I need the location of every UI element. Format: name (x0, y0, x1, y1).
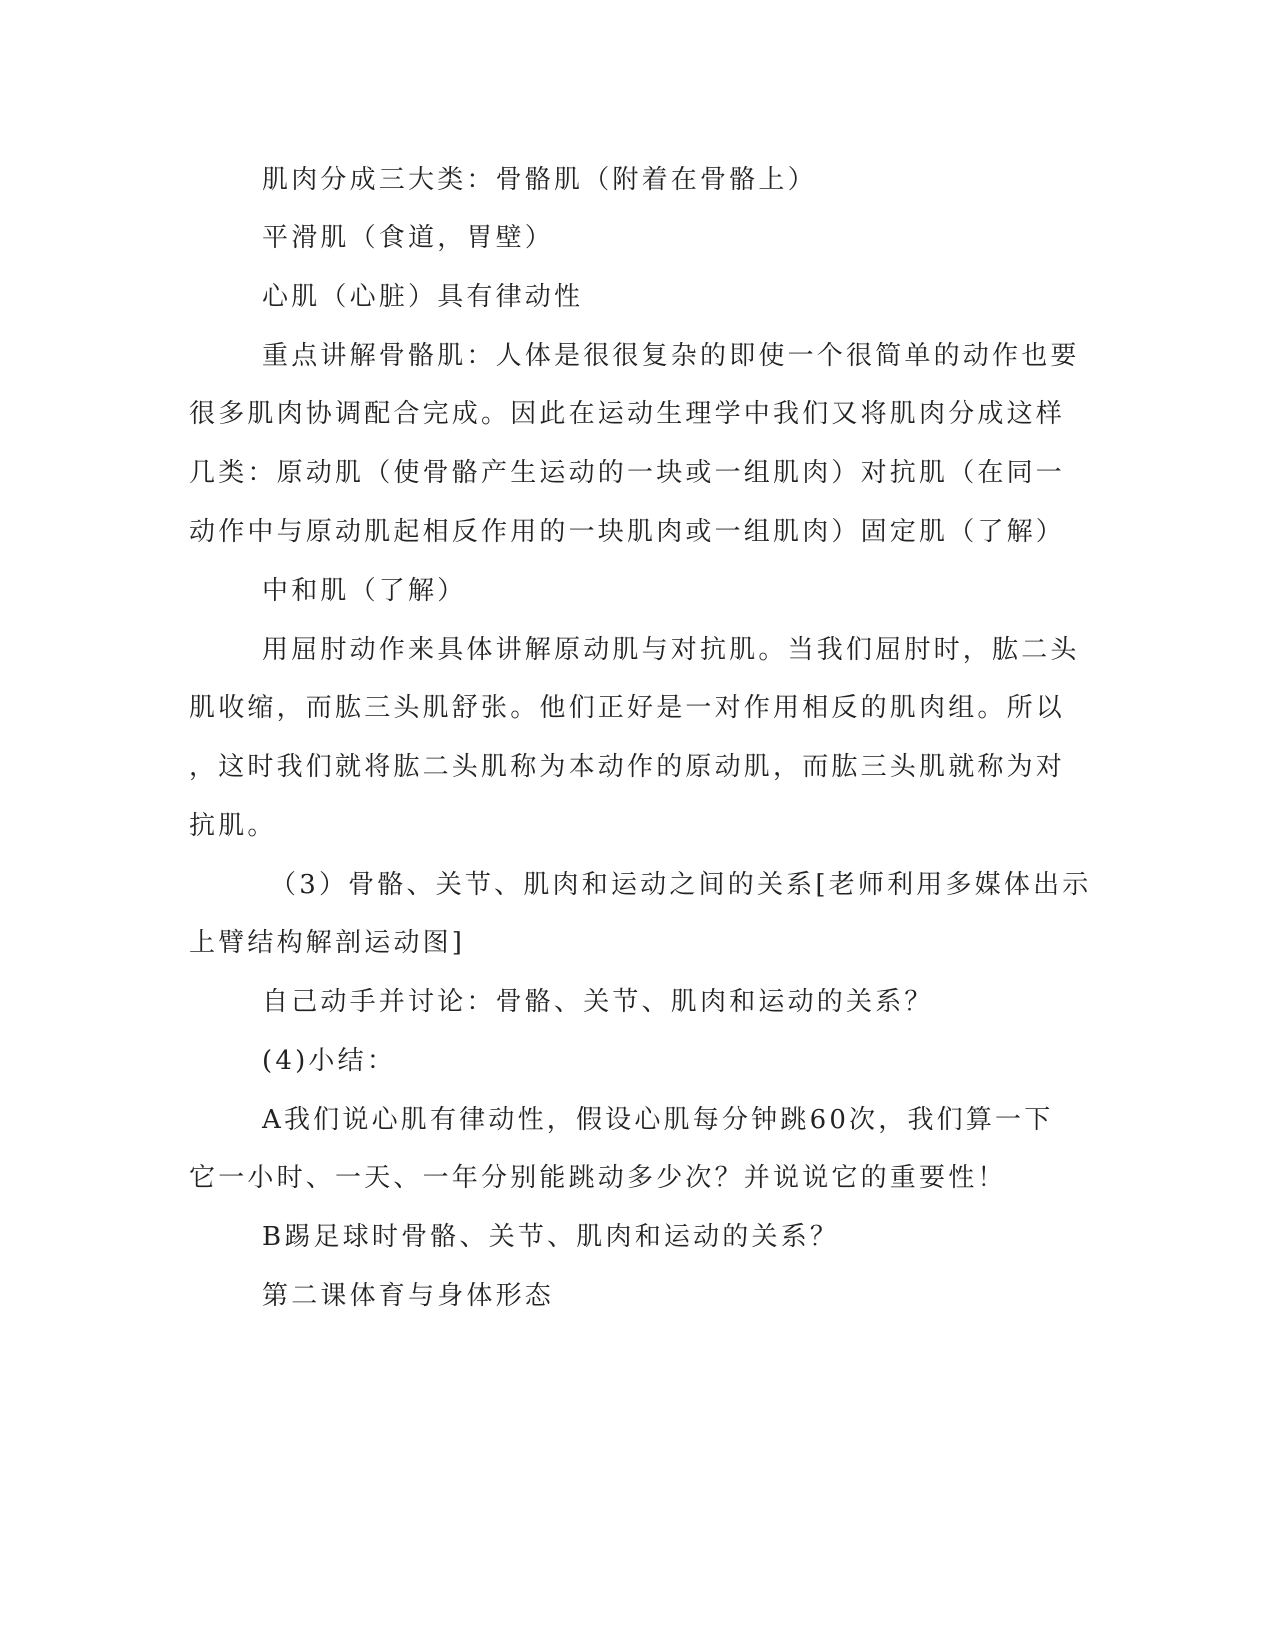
text-line-continuation: 很多肌肉协调配合完成。因此在运动生理学中我们又将肌肉分成这样 (189, 399, 1066, 429)
text-line-continuation: 几类：原动肌（使骨骼产生运动的一块或一组肌肉）对抗肌（在同一 (189, 458, 1066, 488)
text-line-section-3: （3）骨骼、关节、肌肉和运动之间的关系[老师利用多媒体出示 (270, 870, 1092, 900)
text-line-neutralizer: 中和肌（了解） (262, 576, 467, 606)
text-line-continuation: 动作中与原动肌起相反作用的一块肌肉或一组肌肉）固定肌（了解） (189, 517, 1066, 547)
text-line-smooth-muscle: 平滑肌（食道，胃壁） (262, 223, 555, 253)
text-line-question-a: A我们说心肌有律动性，假设心肌每分钟跳60次，我们算一下 (262, 1105, 1054, 1135)
text-line-cardiac-muscle: 心肌（心脏）具有律动性 (262, 282, 584, 312)
text-line-continuation: 抗肌。 (189, 811, 277, 841)
text-line-continuation: ，这时我们就将肱二头肌称为本动作的原动肌，而肱三头肌就称为对 (189, 752, 1066, 782)
text-line-continuation: 肌收缩，而肱三头肌舒张。他们正好是一对作用相反的肌肉组。所以 (189, 693, 1066, 723)
text-line-muscle-types: 肌肉分成三大类：骨骼肌（附着在骨骼上） (262, 165, 817, 195)
text-line-lesson-2-title: 第二课体育与身体形态 (262, 1281, 555, 1311)
text-line-question-b: B踢足球时骨骼、关节、肌肉和运动的关系？ (262, 1222, 840, 1252)
text-line-section-4: (4)小结： (262, 1046, 397, 1076)
text-line-continuation: 上臂结构解剖运动图] (189, 928, 466, 958)
text-line-skeletal-focus: 重点讲解骨骼肌：人体是很很复杂的即使一个很简单的动作也要 (262, 341, 1080, 371)
text-line-continuation: 它一小时、一天、一年分别能跳动多少次？并说说它的重要性！ (189, 1163, 1007, 1193)
text-line-elbow-flexion: 用屈肘动作来具体讲解原动肌与对抗肌。当我们屈肘时，肱二头 (262, 635, 1080, 665)
text-line-discussion: 自己动手并讨论：骨骼、关节、肌肉和运动的关系？ (262, 987, 934, 1017)
